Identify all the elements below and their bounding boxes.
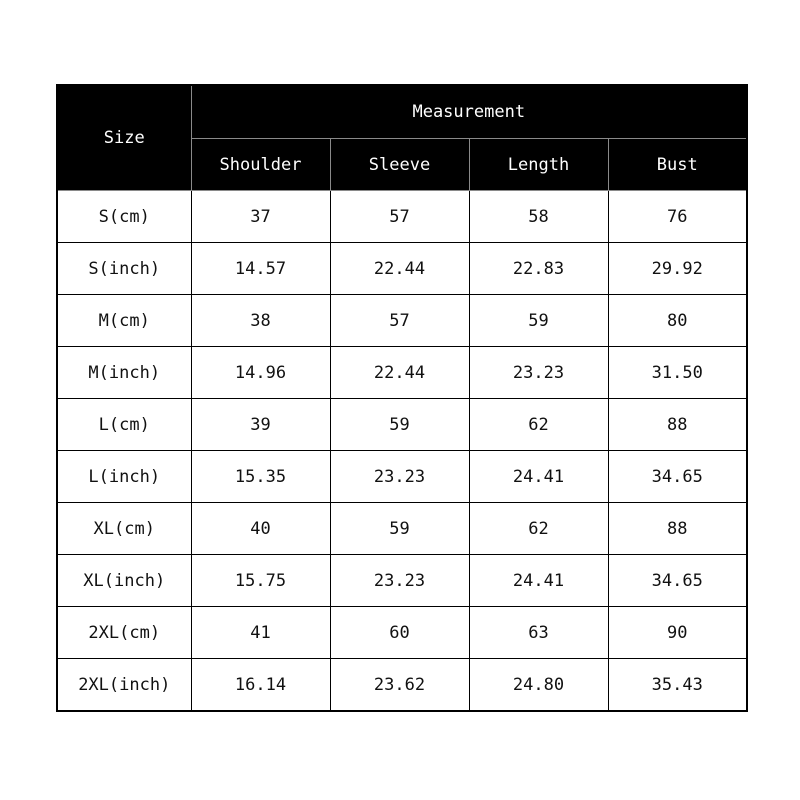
sleeve-cell: 23.23 [330,451,469,503]
bust-cell: 88 [608,503,747,555]
length-cell: 59 [469,295,608,347]
length-cell: 23.23 [469,347,608,399]
bust-cell: 76 [608,191,747,243]
table-row [57,243,747,295]
bust-cell: 29.92 [608,243,747,295]
table-body [57,191,747,712]
size-cell: M(inch) [57,347,191,399]
length-cell: 63 [469,607,608,659]
length-cell: 24.41 [469,555,608,607]
size-cell: 2XL(cm) [57,607,191,659]
table-row [57,659,747,712]
bust-cell: 31.50 [608,347,747,399]
table-header [57,85,747,191]
header-row-top [57,85,747,139]
shoulder-cell: 40 [191,503,330,555]
sleeve-cell: 57 [330,295,469,347]
length-cell: 62 [469,399,608,451]
length-cell: 24.41 [469,451,608,503]
size-chart-table [56,84,748,712]
size-cell: L(inch) [57,451,191,503]
shoulder-header: Shoulder [191,139,330,191]
bust-cell: 34.65 [608,555,747,607]
size-cell: S(inch) [57,243,191,295]
shoulder-cell: 15.75 [191,555,330,607]
sleeve-cell: 23.23 [330,555,469,607]
table-row [57,191,747,243]
table-row [57,607,747,659]
size-cell: S(cm) [57,191,191,243]
length-cell: 62 [469,503,608,555]
size-cell: M(cm) [57,295,191,347]
sleeve-cell: 59 [330,399,469,451]
shoulder-cell: 15.35 [191,451,330,503]
size-cell: XL(inch) [57,555,191,607]
size-header: Size [57,85,191,191]
shoulder-cell: 16.14 [191,659,330,712]
size-cell: XL(cm) [57,503,191,555]
sleeve-cell: 22.44 [330,347,469,399]
bust-cell: 80 [608,295,747,347]
sleeve-cell: 23.62 [330,659,469,712]
table-row [57,503,747,555]
length-cell: 24.80 [469,659,608,712]
size-cell: 2XL(inch) [57,659,191,712]
sleeve-cell: 60 [330,607,469,659]
table-row [57,451,747,503]
bust-header: Bust [608,139,747,191]
sleeve-cell: 59 [330,503,469,555]
shoulder-cell: 41 [191,607,330,659]
shoulder-cell: 14.96 [191,347,330,399]
bust-cell: 34.65 [608,451,747,503]
bust-cell: 90 [608,607,747,659]
table-row [57,555,747,607]
measurement-header: Measurement [191,85,747,139]
bust-cell: 35.43 [608,659,747,712]
shoulder-cell: 14.57 [191,243,330,295]
shoulder-cell: 37 [191,191,330,243]
sleeve-cell: 57 [330,191,469,243]
sleeve-header: Sleeve [330,139,469,191]
shoulder-cell: 39 [191,399,330,451]
table-row [57,295,747,347]
size-cell: L(cm) [57,399,191,451]
length-header: Length [469,139,608,191]
shoulder-cell: 38 [191,295,330,347]
bust-cell: 88 [608,399,747,451]
sleeve-cell: 22.44 [330,243,469,295]
table-row [57,347,747,399]
length-cell: 22.83 [469,243,608,295]
length-cell: 58 [469,191,608,243]
table-row [57,399,747,451]
